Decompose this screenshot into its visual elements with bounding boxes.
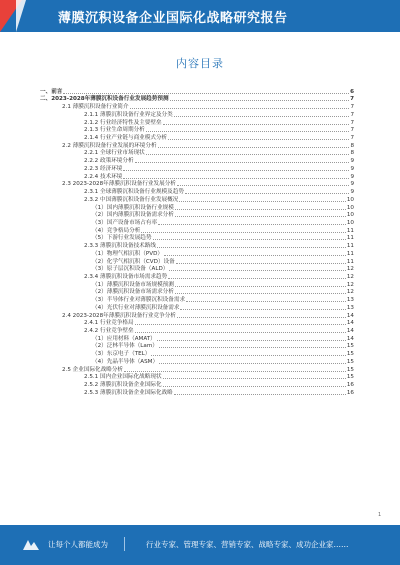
toc-entry-title: 2.2.4 技术环境 [84,173,123,180]
toc-dot-leader [175,216,346,217]
toc-entry[interactable] [40,335,354,343]
toc-entry[interactable] [40,381,354,389]
toc-entry-page: 8 [350,150,354,157]
toc-entry[interactable] [40,96,354,104]
toc-entry[interactable] [40,358,354,366]
toc-entry-page: 14 [346,335,354,342]
footer-band [0,525,400,565]
toc-entry-page: 10 [346,219,354,226]
toc-entry[interactable] [40,227,354,235]
toc-entry[interactable] [40,242,354,250]
toc-dot-leader [180,309,345,310]
toc-entry-page: 10 [346,204,354,211]
toc-entry-title: 2.3.2 中国薄膜沉积设备行业发展概况 [84,196,179,203]
toc-entry-title: （1）薄膜沉积设备市场规模预测 [92,281,174,288]
toc-entry-title: （3）原子层沉积设备（ALD） [92,266,169,273]
toc-entry-title: （2）泛林半导体（Lam） [92,343,158,350]
toc-entry[interactable] [40,266,354,274]
toc-entry[interactable] [40,181,354,189]
toc-entry-title: （1）国内薄膜沉积设备行业规模 [92,204,174,211]
toc-entry[interactable] [40,219,354,227]
toc-dot-leader [157,340,346,341]
toc-entry-page: 11 [346,258,354,265]
toc-dot-leader [174,394,346,395]
toc-dot-leader [176,263,346,264]
toc-entry-page: 16 [346,389,354,396]
toc-entry-title: 2.1.2 行业经济特性及主要壁垒 [84,119,162,126]
toc-entry-title: （2）化学气相沉积（CVD）设备 [92,258,175,265]
toc-entry-page: 15 [346,343,354,350]
toc-entry-title: （5）下游行业发展趋势 [92,235,152,242]
toc-entry-page: 11 [346,235,354,242]
toc-entry[interactable] [40,212,354,220]
toc-dot-leader [63,93,349,94]
toc-dot-leader [175,209,346,210]
toc-entry[interactable] [40,389,354,397]
toc-entry-page: 16 [346,382,354,389]
toc-entry-title: 2.3.3 薄膜沉积设备技术路线 [84,243,156,250]
toc-entry-page: 7 [350,135,354,142]
toc-dot-leader [158,147,350,148]
toc-entry[interactable] [40,250,354,258]
toc-entry[interactable] [40,150,354,158]
toc-entry[interactable] [40,273,354,281]
toc-dot-leader [170,100,350,101]
page-number: 1 [378,512,382,518]
toc-entry-title: （2）薄膜沉积设备市场需求分析 [92,289,174,296]
toc-entry-title: 2.1 薄膜沉积设备行业简介 [62,104,129,111]
toc-entry-title: 2.2.3 经济环境 [84,165,123,172]
toc-entry[interactable] [40,327,354,335]
toc-entry-page: 7 [350,127,354,134]
toc-entry-title: 2.5 企业国际化战略分析 [62,366,124,373]
toc-entry[interactable] [40,289,354,297]
toc-entry-title: 2.5.2 薄膜沉积设备企业国际化 [84,382,162,389]
toc-entry-title: 一、前言 [40,88,63,95]
toc-dot-leader [146,131,350,132]
toc-dot-leader [163,378,346,379]
toc-entry-page: 6 [350,88,354,95]
toc-dot-leader [146,154,350,155]
toc-entry-title: （3）国产设备市场占有率 [92,219,158,226]
toc-dot-leader [169,270,346,271]
toc-entry-page: 7 [350,119,354,126]
toc-entry-title: 2.1.4 行业产业链与商业模式分析 [84,135,168,142]
toc-entry-page: 12 [346,273,354,280]
toc-entry-title: 2.1.1 薄膜沉积设备行业界定及分类 [84,111,173,118]
toc-dot-leader [135,324,346,325]
toc-dot-leader [174,116,350,117]
toc-entry[interactable] [40,127,354,135]
toc-entry-page: 14 [346,312,354,319]
toc-entry-page: 12 [346,281,354,288]
toc-entry[interactable] [40,88,354,96]
toc-entry-page: 10 [346,196,354,203]
toc-entry-title: （4）竞争格局分析 [92,227,141,234]
toc-entry-page: 15 [346,351,354,358]
toc-dot-leader [163,386,346,387]
toc-entry-title: 二、2023-2028年薄膜沉积设备行业发展趋势预测 [40,96,169,103]
toc-entry[interactable] [40,374,354,382]
toc-entry-page: 14 [346,320,354,327]
toc-entry[interactable] [40,204,354,212]
toc-dot-leader [124,371,346,372]
toc-dot-leader [123,170,349,171]
toc-dot-leader [175,293,346,294]
toc-dot-leader [179,201,346,202]
toc-entry-page: 9 [350,158,354,165]
toc-entry-title: 2.2.1 全球行业市场现状 [84,150,145,157]
footer-divider [124,537,125,551]
toc-dot-leader [159,347,346,348]
toc-entry-page: 7 [350,104,354,111]
toc-dot-leader [151,355,345,356]
toc-entry-page: 12 [346,289,354,296]
toc-entry-page: 9 [350,189,354,196]
toc-entry[interactable] [40,281,354,289]
toc-entry-page: 11 [346,227,354,234]
toc-dot-leader [157,247,346,248]
toc-entry[interactable] [40,157,354,165]
toc-dot-leader [177,317,346,318]
table-of-contents [40,88,354,397]
toc-entry-page: 11 [346,243,354,250]
toc-dot-leader [141,232,346,233]
toc-dot-leader [168,278,346,279]
toc-entry[interactable] [40,165,354,173]
toc-entry[interactable] [40,312,354,320]
toc-entry-page: 9 [350,165,354,172]
toc-dot-leader [123,178,349,179]
toc-entry-page: 9 [350,181,354,188]
toc-entry-title: （4）光伏行业对薄膜沉积设备需求 [92,304,180,311]
toc-entry[interactable] [40,235,354,243]
toc-entry-page: 15 [346,366,354,373]
footer-slogan-left: 让每个人都能成为 [48,540,108,549]
toc-entry-title: 2.4.2 行业竞争壁垒 [84,328,134,334]
toc-entry-page: 14 [346,328,354,334]
toc-entry-title: （4）先晶半导体（ASM） [92,358,159,365]
toc-entry[interactable] [40,142,354,150]
toc-dot-leader [177,185,350,186]
toc-entry-page: 15 [346,358,354,365]
toc-entry[interactable] [40,304,354,312]
toc-entry[interactable] [40,350,354,358]
brand-logo-icon [22,538,40,552]
toc-entry[interactable] [40,188,354,196]
toc-entry-title: 2.2.2 政策环境分析 [84,158,134,165]
toc-entry[interactable] [40,366,354,374]
header-accent-white [16,0,26,32]
toc-entry[interactable] [40,111,354,119]
toc-entry-page: 12 [346,266,354,273]
toc-entry-title: （3）半导体行业对薄膜沉积设备需求 [92,297,186,304]
toc-entry-title: 2.3.1 全球薄膜沉积设备行业规模及趋势 [84,189,184,196]
toc-dot-leader [163,124,350,125]
toc-dot-leader [168,139,349,140]
toc-entry-page: 13 [346,297,354,304]
toc-entry-page: 9 [350,173,354,180]
toc-entry-title: （3）东京电子（TEL） [92,351,151,358]
toc-entry-page: 8 [350,142,354,149]
toc-dot-leader [153,239,346,240]
toc-entry-title: 2.1.3 行业生命周期分析 [84,127,145,134]
toc-dot-leader [159,363,346,364]
toc-entry-title: 2.5.3 薄膜沉积设备企业国际化战略 [84,389,173,396]
toc-dot-leader [135,332,346,333]
toc-dot-leader [158,224,346,225]
toc-entry[interactable] [40,320,354,328]
toc-entry[interactable] [40,196,354,204]
toc-entry[interactable] [40,134,354,142]
toc-entry[interactable] [40,258,354,266]
footer-slogan-right: 行业专家、管理专家、营销专家、战略专家、成功企业家…… [146,540,349,549]
toc-entry-title: 2.3 2023-2028年薄膜沉积设备行业发展分析 [62,181,176,188]
toc-entry-title: 2.4 2023-2028年薄膜沉积设备行业竞争分析 [62,312,176,319]
toc-entry-title: 2.4.1 行业竞争格局 [84,320,134,327]
toc-entry-title: （1）应用材料（AMAT） [92,335,156,342]
toc-entry-page: 7 [350,111,354,118]
toc-entry-title: 2.5.1 国内企业国际化战略现状 [84,374,162,381]
toc-entry[interactable] [40,103,354,111]
toc-dot-leader [130,108,350,109]
toc-entry-page: 10 [346,212,354,219]
toc-dot-leader [175,286,346,287]
toc-entry[interactable] [40,173,354,181]
toc-entry-title: 2.3.4 薄膜沉积设备市场需求趋势 [84,273,168,280]
toc-entry-title: （1）物理气相沉积（PVD） [92,250,164,257]
toc-dot-leader [135,162,350,163]
toc-heading: 内容目录 [176,57,224,70]
toc-dot-leader [185,193,350,194]
toc-entry-title: （2）国内薄膜沉积设备需求分析 [92,212,174,219]
toc-entry-page: 11 [346,250,354,257]
toc-entry[interactable] [40,296,354,304]
toc-dot-leader [186,301,346,302]
toc-entry[interactable] [40,119,354,127]
toc-entry[interactable] [40,343,354,351]
toc-dot-leader [164,255,346,256]
toc-entry-page: 15 [346,374,354,381]
toc-entry-page: 7 [350,96,354,103]
report-title: 薄膜沉积设备企业国际化战略研究报告 [58,11,288,26]
toc-entry-title: 2.2 薄膜沉积设备行业发展的环境分析 [62,142,157,149]
toc-entry-page: 13 [346,304,354,311]
